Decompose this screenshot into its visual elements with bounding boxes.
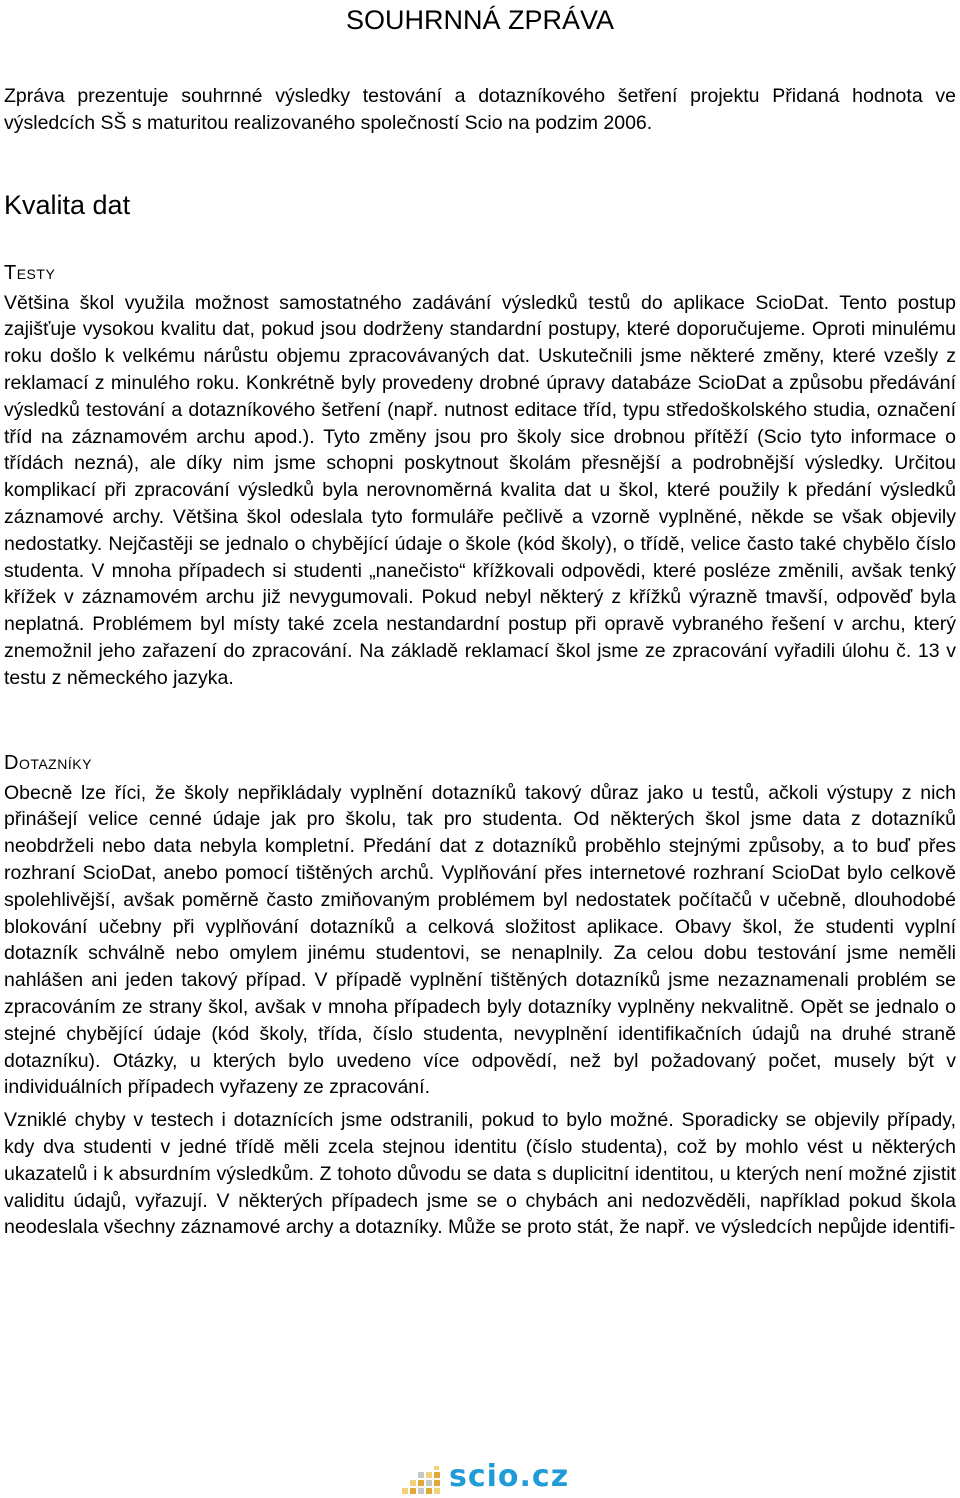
- document-page: [4, 0, 956, 1241]
- subheading-dotazniky: Dotazníky: [4, 751, 92, 774]
- section-heading-kvalita-dat: Kvalita dat: [4, 189, 131, 220]
- testy-paragraph: Většina škol využila možnost samostatného zadávání výsledků testů do aplikace ScioDat. Tento postup zajišťuje vysokou kvalitu dat, pokud jsou dodrženy standardní postupy, které doporučujeme. Oproti minulému roku došlo k velkému nárůstu objemu zpracovávaných dat. Uskutečnili jsme některé změny, které vzešly z reklamací z minulého roku. Konkrétně byly provedeny drobné úpravy databáze ScioDat a způsobu předávání výsledků testování a dotazníkového šetření (např. nutnost editace tříd, typu středoškolského studia, označení tříd na záznamovém archu apod.). Tyto změny jsou pro školy sice drobnou přítěží (Scio tyto informace o třídách nezná), ale díky nim jsme schopni poskytnout školám přesnější a podrobnější výsledky. Určitou komplikací při zpracování výsledků byla nerovnoměrná kvalita dat u škol, které použily k předání výsledků záznamové archy. Většina škol odeslala tyto formuláře pečlivě a vzorně vyplněné, někde se však objevily nedostatky. Nejčastěji se jednalo o chybějící údaje o škole (kód školy), o třídě, velice často také chybělo číslo studenta. V mnoha případech si studenti „nanečisto“ křížkovali odpovědi, které posléze změnili, avšak tenký křížek v záznamovém archu již nevygumovali. Pokud nebyl některý z křížků výrazně tmavší, odpověď byla neplatná. Problémem byl místy také zcela nestandardní postup při opravě vybraného řešení v archu, který znemožnil jeho zařazení do zpracování. Na základě reklamací škol jsme ze zpracování vyřadili úlohu č. 13 v testu z německého jazyka.: [4, 291, 956, 689]
- subheading-testy: Testy: [4, 261, 56, 284]
- dotazniky-paragraph: Obecně lze říci, že školy nepřikládaly vyplnění dotazníků takový důraz jako u testů, ačkoli výstupy z nich přinášejí velice cenné údaje jak pro školu, tak pro studenta. Od některých škol jsme data z dotazníků neobdrželi nebo data nebyla kompletní. Předání dat z dotazníků proběhlo stejnými způsoby, a to buď přes rozhraní ScioDat, anebo pomocí tištěných archů. Vyplňování přes internetové rozhraní ScioDat bylo celkově spolehlivější, avšak poměrně často zmiňovaným problémem byl nedostatek počítačů v učebně, dlouhodobé blokování učebny při vyplňování dotazníků a celková složitost aplikace. Obavy škol, že studenti vyplní dotazník schválně nebo omylem jinému studentovi, se nenaplnily. Za celou dobu testování jsme neměli nahlášen ani jeden takový případ. V případě vyplnění tištěných dotazníků jsme nezaznamenali problém se zpracováním ze strany škol, avšak v mnoha případech byly dotazníky vyplněny nekvalitně. Opět se jednalo o stejné chybějící údaje (kód školy, třída, číslo studenta, nevyplnění identifikačních údajů na druhé straně dotazníku). Otázky, u kterých bylo uvedeno více odpovědí, než byl požadovaný počet, musely být v individuálních případech vyřazeny ze zpracování.: [4, 781, 956, 1099]
- scio-logo-dots-icon: [402, 1466, 446, 1496]
- scio-logo-text: scio.cz: [449, 1459, 570, 1494]
- document-title: SOUHRNNÁ ZPRÁVA: [345, 5, 615, 35]
- chyby-paragraph: Vzniklé chyby v testech i dotaznících jsme odstranili, pokud to bylo možné. Sporadicky se objevily případy, kdy dva studenti v jedné třídě měli zcela stejnou identitu (číslo studenta), což by mohlo vést u některých ukazatelů i k absurdním výsledkům. Z tohoto důvodu se data s duplicitní identitou, u kterých není možné zjistit validitu údajů, vyřazují. V některých případech jsme se o chybách ani nedozvěděli, například pokud škola neodeslala všechny záznamové archy a dotazníky. Může se proto stát, že např. ve výsledcích nepůjde identifi-: [4, 1109, 956, 1239]
- footer-logo: [402, 1459, 592, 1496]
- intro-paragraph: Zpráva prezentuje souhrnné výsledky testování a dotazníkového šetření projektu Přidaná hodnota ve výsledcích SŠ s maturitou realizovaného společností Scio na podzim 2006.: [4, 85, 956, 134]
